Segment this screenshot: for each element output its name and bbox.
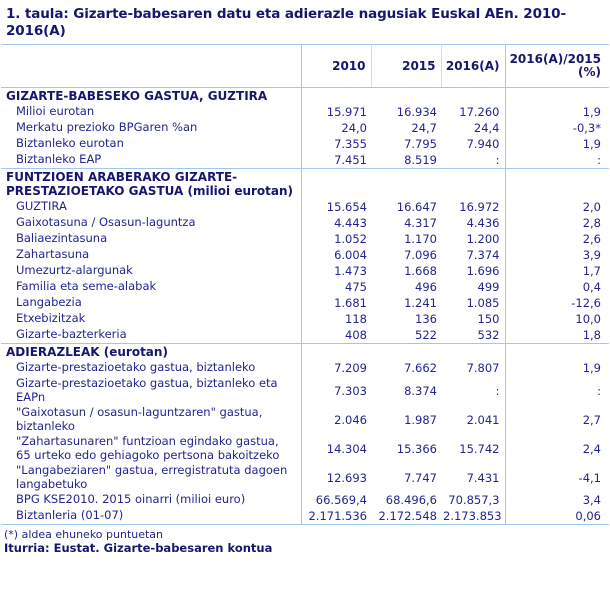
column-header-2015: 2015	[371, 45, 441, 88]
cell-variation: 2,6	[582, 232, 601, 246]
cell-2010: 118	[345, 312, 367, 326]
cell-2016: 7.940	[441, 136, 505, 152]
table-row	[1, 508, 609, 525]
cell-2016: 1.200	[441, 231, 505, 247]
footnote: (*) aldea ehuneko puntuetan	[4, 528, 164, 541]
cell-2015: 7.795	[404, 137, 437, 151]
column-header-variation	[505, 45, 609, 88]
cell-variation: 0,4	[582, 280, 601, 294]
row-label: Milioi eurotan	[1, 104, 301, 120]
cell-2015: 68.496,6	[385, 493, 437, 507]
cell-2016: :	[441, 376, 505, 405]
section-heading-row	[1, 169, 609, 200]
table-row	[1, 120, 609, 136]
cell-2010: 6.004	[334, 248, 367, 262]
social-protection-table	[1, 44, 609, 525]
cell-2015: 7.662	[404, 361, 437, 375]
table-row	[1, 152, 609, 169]
cell-2015: 24,7	[411, 121, 437, 135]
table-row	[1, 405, 609, 434]
cell-2010: 7.451	[334, 153, 367, 167]
cell-variation: 2,4	[582, 441, 601, 456]
cell-2010: 24,0	[341, 121, 367, 135]
row-label: GUZTIRA	[1, 199, 301, 215]
row-label: Langabezia	[1, 295, 301, 311]
section-heading-blank-2010	[301, 88, 371, 105]
cell-variation: -0,3*	[572, 121, 601, 135]
cell-2015: 1.987	[404, 412, 437, 427]
section-heading-label: FUNTZIOEN ARABERAKO GIZARTE-PRESTAZIOETAKO GASTUA (milioi eurotan)	[1, 169, 301, 200]
cell-2010: 15.971	[326, 105, 367, 119]
cell-2016: 7.431	[441, 463, 505, 492]
cell-variation: 0,06	[505, 508, 609, 525]
cell-variation: 10,0	[575, 312, 601, 326]
cell-2015: 15.366	[396, 441, 437, 456]
table-row	[1, 231, 609, 247]
row-label: Zahartasuna	[1, 247, 301, 263]
cell-variation: 1,7	[582, 264, 601, 278]
table-row	[1, 463, 609, 492]
row-label: Gizarte-bazterkeria	[1, 327, 301, 344]
cell-variation: -12,6	[571, 296, 601, 310]
table-row	[1, 311, 609, 327]
cell-variation: 1,9	[582, 137, 601, 151]
cell-2015: 16.934	[396, 105, 437, 119]
row-label: Umezurtz-alargunak	[1, 263, 301, 279]
cell-2010: 66.569,4	[315, 493, 367, 507]
column-header-2010: 2010	[301, 45, 371, 88]
cell-2015: 136	[415, 312, 437, 326]
cell-variation: :	[597, 383, 601, 398]
table-row	[1, 295, 609, 311]
cell-2015: 7.747	[404, 470, 437, 485]
row-label: Biztanleko eurotan	[1, 136, 301, 152]
row-label: Gizarte-prestazioetako gastua, biztanleko eta EAPn	[1, 376, 301, 405]
cell-2016: 7.807	[441, 360, 505, 376]
section-heading-blank-variation	[505, 344, 609, 361]
cell-2015: 16.647	[396, 200, 437, 214]
cell-2016: 15.742	[441, 434, 505, 463]
cell-2015: 8.519	[404, 153, 437, 167]
table-row	[1, 434, 609, 463]
section-heading-blank-2015	[371, 169, 441, 200]
page-title: 1. taula: Gizarte-babesaren datu eta adierazle nagusiak Euskal AEn. 2010-2016(A)	[6, 6, 566, 39]
section-heading-blank-2016	[441, 169, 505, 200]
cell-2010: 7.303	[334, 383, 367, 398]
row-label: Baliaezintasuna	[1, 231, 301, 247]
cell-2010: 408	[345, 328, 367, 342]
table-header-row	[1, 45, 609, 88]
cell-2016: 7.374	[441, 247, 505, 263]
cell-variation: 2,7	[582, 412, 601, 427]
source-note: Iturria: Eustat. Gizarte-babesaren kontua	[4, 541, 273, 555]
cell-variation: :	[597, 153, 601, 167]
table-row	[1, 263, 609, 279]
cell-2016: 4.436	[441, 215, 505, 231]
cell-2015: 4.317	[404, 216, 437, 230]
cell-variation: 3,9	[582, 248, 601, 262]
cell-2016: 1.085	[441, 295, 505, 311]
cell-2015: 1.170	[404, 232, 437, 246]
table-row	[1, 327, 609, 344]
cell-variation: 3,4	[582, 493, 601, 507]
row-label: "Gaixotasun / osasun-laguntzaren" gastua, biztanleko	[1, 405, 301, 434]
section-heading-row	[1, 88, 609, 105]
cell-2010: 2.171.536	[301, 508, 371, 525]
table-row	[1, 376, 609, 405]
column-header-label	[1, 45, 301, 88]
section-heading-blank-variation	[505, 88, 609, 105]
cell-variation: 1,8	[582, 328, 601, 342]
row-label: Merkatu prezioko BPGaren %an	[1, 120, 301, 136]
section-heading-label: ADIERAZLEAK (eurotan)	[1, 344, 301, 361]
table-row	[1, 199, 609, 215]
cell-2010: 1.473	[334, 264, 367, 278]
cell-2016: 17.260	[441, 104, 505, 120]
cell-2015: 7.096	[404, 248, 437, 262]
cell-2010: 7.209	[334, 361, 367, 375]
cell-2010: 2.046	[334, 412, 367, 427]
cell-2016: 2.041	[441, 405, 505, 434]
cell-2016: 150	[441, 311, 505, 327]
table-row	[1, 492, 609, 508]
cell-2016: 16.972	[441, 199, 505, 215]
cell-2010: 7.355	[334, 137, 367, 151]
table-row	[1, 136, 609, 152]
section-heading-label: GIZARTE-BABESEKO GASTUA, GUZTIRA	[1, 88, 301, 105]
table-body	[1, 88, 609, 525]
cell-2015: 2.172.548	[371, 508, 441, 525]
section-heading-blank-2016	[441, 88, 505, 105]
table-row	[1, 104, 609, 120]
cell-2016: 1.696	[441, 263, 505, 279]
row-label: "Langabeziaren" gastua, erregistratuta dagoen langabetuko	[1, 463, 301, 492]
cell-variation: 2,8	[582, 216, 601, 230]
row-label: Familia eta seme-alabak	[1, 279, 301, 295]
table-header	[1, 45, 609, 88]
table-row	[1, 247, 609, 263]
column-header-2016: 2016(A)	[441, 45, 505, 88]
cell-variation: 2,0	[582, 200, 601, 214]
cell-2016: 532	[441, 327, 505, 344]
section-heading-blank-2010	[301, 169, 371, 200]
cell-2016: 2.173.853	[441, 508, 505, 525]
row-label: Etxebizitzak	[1, 311, 301, 327]
section-heading-blank-variation	[505, 169, 609, 200]
cell-2015: 496	[415, 280, 437, 294]
section-heading-blank-2015	[371, 344, 441, 361]
row-label: BPG KSE2010. 2015 oinarri (milioi euro)	[1, 492, 301, 508]
row-label: Biztanleria (01-07)	[1, 508, 301, 525]
table-row	[1, 215, 609, 231]
section-heading-blank-2015	[371, 88, 441, 105]
cell-2015: 1.668	[404, 264, 437, 278]
row-label: Gaixotasuna / Osasun-laguntza	[1, 215, 301, 231]
cell-2016: 24,4	[441, 120, 505, 136]
cell-2015: 1.241	[404, 296, 437, 310]
cell-2015: 522	[415, 328, 437, 342]
row-label: Gizarte-prestazioetako gastua, biztanleko	[1, 360, 301, 376]
cell-2010: 14.304	[326, 441, 367, 456]
cell-2016: 70.857,3	[441, 492, 505, 508]
cell-2016: :	[441, 152, 505, 169]
cell-2010: 12.693	[326, 470, 367, 485]
cell-2015: 8.374	[404, 383, 437, 398]
cell-2010: 1.681	[334, 296, 367, 310]
cell-variation: 1,9	[582, 105, 601, 119]
cell-2010: 1.052	[334, 232, 367, 246]
cell-2010: 475	[345, 280, 367, 294]
cell-2010: 15.654	[326, 200, 367, 214]
cell-variation: -4,1	[578, 470, 601, 485]
cell-2010: 4.443	[334, 216, 367, 230]
section-heading-row	[1, 344, 609, 361]
table-row	[1, 360, 609, 376]
cell-variation: 1,9	[582, 361, 601, 375]
table-row	[1, 279, 609, 295]
section-heading-blank-2016	[441, 344, 505, 361]
cell-2016: 499	[441, 279, 505, 295]
row-label: "Zahartasunaren" funtzioan egindako gastua, 65 urteko edo gehiagoko pertsona bakoitzeko	[1, 434, 301, 463]
section-heading-blank-2010	[301, 344, 371, 361]
variation-header-line1: 2016(A)/2015	[509, 52, 601, 66]
row-label: Biztanleko EAP	[1, 152, 301, 169]
variation-header-line2: (%)	[578, 65, 601, 79]
